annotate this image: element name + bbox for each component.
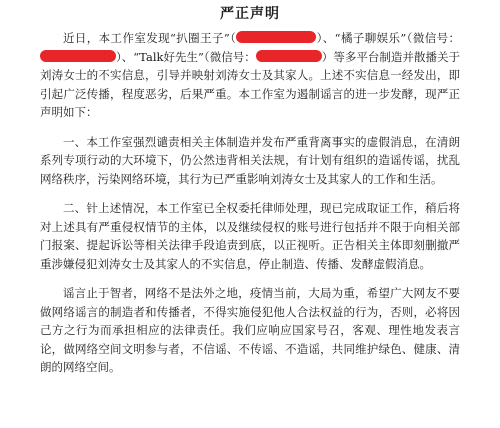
intro-text-1: 近日，本工作室发现“扒圈王子”（ <box>63 31 237 45</box>
intro-text-4: ）等多平台制造并散播关于刘涛女士的不实信息，引导并映射刘涛女士及其家人。上述不实信息一经发出，即引起广泛传播，程度恶劣，后果严重。本工作室为遏制谣言的进一步发酵，现严正声明如下： <box>40 49 460 119</box>
closing-paragraph: 谣言止于智者，网络不是法外之地，疫情当前，大局为重，希望广大网友不要做网络谣言的制造者和传播者，不得实施侵犯他人合法权益的行为，否则，必将因己方之行为而承担相应的法律责任。我们应响应国家号召，客观、理性地发表言论，做网络空间文明参与者，不信谣、不传谣、不造谣，共同维护绿色、健康、清朗的网络空间。 <box>40 286 460 374</box>
point-one-paragraph: 一、本工作室强烈谴责相关主体制造并发布严重背离事实的虚假消息，在清朗系列专项行动的大环境下，仍公然违背相关法规，有计划有组织的造谣传谣，扰乱网络秩序，污染网络环境，其行为已严重影响刘涛女士及其家人的工作和生活。 <box>40 134 460 186</box>
point-two-paragraph: 二、针上述情况，本工作室已全权委托律师处理，现已完成取证工作，稍后将对上述具有严重侵权情节的主体，以及继续侵权的账号进行包括并不限于向相关部门报案、提起诉讼等相关法律手段追责到底，以正视听。正告相关主体即刻删撤严重涉嫌侵犯刘涛女士及其家人的不实信息，停止制造、传播、发酵虚假消息。 <box>40 201 460 271</box>
redaction-mark <box>40 50 116 62</box>
intro-text-2: ）、“橘子聊娱乐”（微信号： <box>316 31 460 45</box>
redaction-mark <box>256 50 322 62</box>
intro-text-3: ）、“Talk好先生”（微信号： <box>116 49 256 64</box>
intro-paragraph <box>40 29 460 122</box>
redaction-mark <box>236 31 316 43</box>
document-title: 严正声明 <box>220 6 280 22</box>
